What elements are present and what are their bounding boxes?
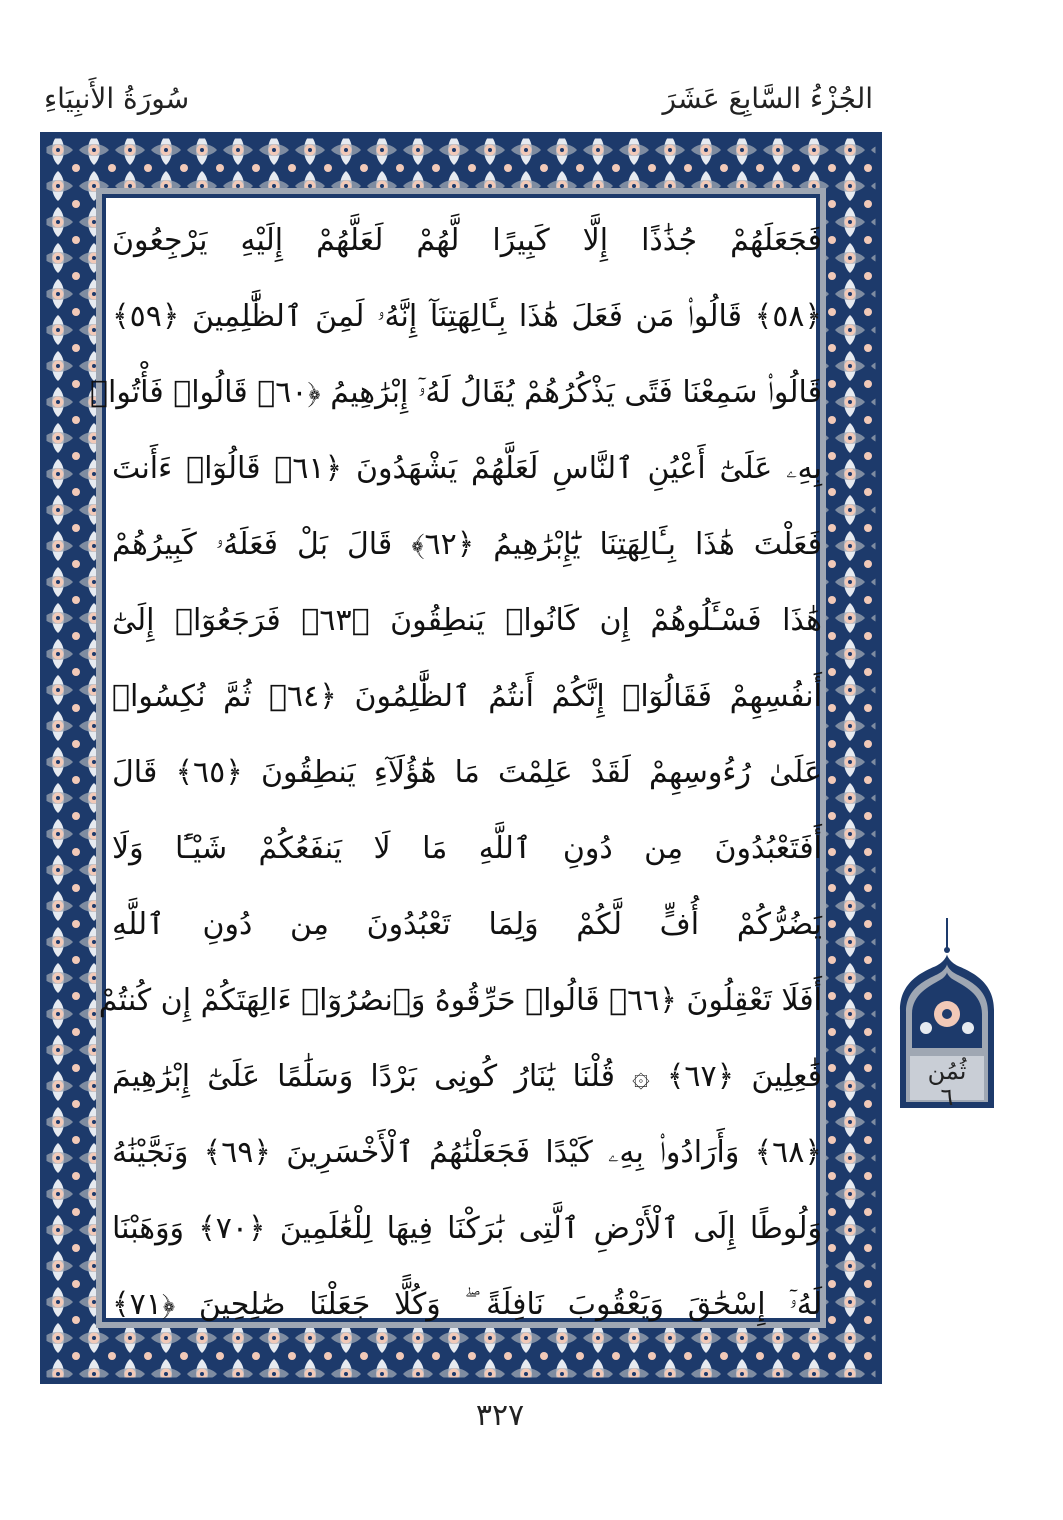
text-line: بِهِۦ عَلَىٰٓ أَعْيُنِ ٱلنَّاسِ لَعَلَّهُمْ يَشْهَدُونَ ﴿٦١﴾ قَالُوٓا۟ ءَأَنتَ: [112, 451, 822, 486]
text-line: عَلَىٰ رُءُوسِهِمْ لَقَدْ عَلِمْتَ مَا هَٰٓؤُلَآءِ يَنطِقُونَ ﴿٦٥﴾ قَالَ: [112, 755, 822, 790]
juz-name-header: الجُزْءُ السَّابِعَ عَشَرَ: [662, 82, 873, 115]
text-line: أَنفُسِهِمْ فَقَالُوٓا۟ إِنَّكُمْ أَنتُمُ ٱلظَّٰلِمُونَ ﴿٦٤﴾ ثُمَّ نُكِسُوا۟: [112, 679, 822, 714]
text-line: يَضُرُّكُمْ أُفٍّ لَّكُمْ وَلِمَا تَعْبُدُونَ مِن دُونِ ٱللَّهِ: [112, 907, 822, 942]
text-line: لَهُۥٓ إِسْحَٰقَ وَيَعْقُوبَ نَافِلَةً ۖ وَكُلًّا جَعَلْنَا صَٰلِحِينَ ﴿٧١﴾: [112, 1287, 822, 1322]
text-line: وَلُوطًا إِلَى ٱلْأَرْضِ ٱلَّتِى بَٰرَكْنَا فِيهَا لِلْعَٰلَمِينَ ﴿٧٠﴾ وَوَهَبْنَا: [112, 1211, 822, 1246]
text-line: ﴿٦٨﴾ وَأَرَادُوا۟ بِهِۦ كَيْدًا فَجَعَلْنَٰهُمُ ٱلْأَخْسَرِينَ ﴿٦٩﴾ وَنَجَّيْنَٰهُ: [112, 1135, 822, 1170]
verse-text-area: [90, 204, 822, 1344]
text-line: هَٰذَا فَسْـَٔلُوهُمْ إِن كَانُوا۟ يَنطِقُونَ ﴿٦٣﴾ فَرَجَعُوٓا۟ إِلَىٰٓ: [112, 603, 822, 638]
text-line: قَالُوا۟ سَمِعْنَا فَتًى يَذْكُرُهُمْ يُقَالُ لَهُۥٓ إِبْرَٰهِيمُ ﴿٦٠﴾ قَالُوا۟ فَأْتُوا۟: [90, 375, 822, 410]
text-line: فَعَلْتَ هَٰذَا بِـَٔالِهَتِنَا يَٰٓإِبْرَٰهِيمُ ﴿٦٢﴾ قَالَ بَلْ فَعَلَهُۥ كَبِيرُهُمْ: [112, 527, 822, 562]
text-line: أَفَتَعْبُدُونَ مِن دُونِ ٱللَّهِ مَا لَا يَنفَعُكُمْ شَيْـًٔا وَلَا: [112, 831, 822, 866]
text-line: أَفَلَا تَعْقِلُونَ ﴿٦٦﴾ قَالُوا۟ حَرِّقُوهُ وَٱنصُرُوٓا۟ ءَالِهَتَكُمْ إِن كُنتُمْ: [98, 983, 822, 1018]
surah-name-header: سُورَةُ الأَنبِيَاءِ: [44, 82, 190, 115]
hizb-marker-word: ثُمُن: [927, 1057, 967, 1085]
text-line: فَٰعِلِينَ ﴿٦٧﴾ ۞ قُلْنَا يَٰنَارُ كُونِى بَرْدًا وَسَلَٰمًا عَلَىٰٓ إِبْرَٰهِيمَ: [112, 1059, 822, 1094]
hizb-marker-label: [904, 1058, 990, 1110]
text-line: ﴿٥٨﴾ قَالُوا۟ مَن فَعَلَ هَٰذَا بِـَٔالِهَتِنَآ إِنَّهُۥ لَمِنَ ٱلظَّٰلِمِينَ ﴿٥٩﴾: [112, 299, 822, 334]
page-number: ٣٢٧: [475, 1398, 525, 1433]
text-line: فَجَعَلَهُمْ جُذَٰذًا إِلَّا كَبِيرًا لَّهُمْ لَعَلَّهُمْ إِلَيْهِ يَرْجِعُونَ: [112, 223, 822, 258]
hizb-marker-number: ٦: [940, 1083, 954, 1111]
